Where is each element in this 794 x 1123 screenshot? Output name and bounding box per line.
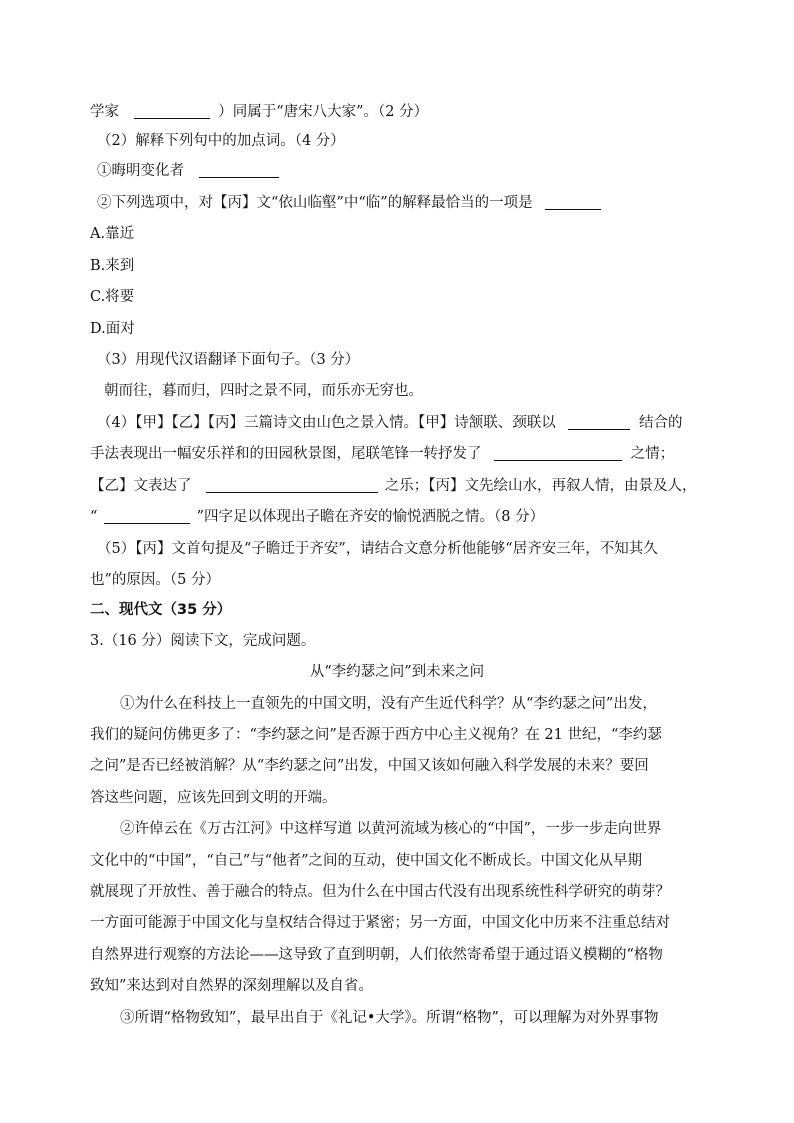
answer-blank[interactable] [206,476,378,493]
q2-sub3: （3）用现代汉语翻译下面句子。（3 分） [97,352,360,368]
answer-blank[interactable] [104,507,190,524]
q2-sub4-line1 [97,413,737,433]
q2-sub4-line2 [90,444,730,464]
p1-line: 答这些问题，应该先回到文明的开端。 [90,790,337,806]
q2-sub2-item1 [97,161,737,181]
text: ”四字足以体现出子瞻在齐安的愉悦洒脱之情。（8 分） [196,509,545,525]
q2-line-xuejia [90,102,730,122]
answer-blank[interactable] [134,102,210,119]
section-heading: 二、现代文（35 分） [90,602,232,618]
text: 之情； [630,446,675,462]
text: 之乐；【丙】文先绘山水，再叙人情，由景及人， [384,478,697,494]
q2-sub4-line4 [90,507,730,527]
article-title: 从“李约瑟之问”到未来之问 [309,664,485,680]
p2-line: ②许倬云在《万古江河》中这样写道 以黄河流域为核心的“中国”，一步一步走向世界 [120,821,662,837]
option-b[interactable]: B.来到 [90,258,135,274]
q2-sub4-line3 [90,476,730,496]
option-d[interactable]: D.面对 [90,321,135,337]
text: ①晦明变化者 [97,163,184,179]
p2-line: 自然界进行观察的方法论——这导致了直到明朝，人们依然寄希望于通过语义模糊的“格物 [90,947,663,963]
p1-line: ①为什么在科技上一直领先的中国文明，没有产生近代科学？从“李约瑟之问”出发， [120,696,657,712]
text: ）同属于“唐宋八大家”。（2 分） [218,104,429,120]
q2-sub5-line2: 也”的原因。（5 分） [90,572,220,588]
text: ②下列选项中，对【丙】文“依山临壑”中“临”的解释最恰当的一项是 [97,195,533,211]
text: 手法表现出一幅安乐祥和的田园秋景图，尾联笔锋一转抒发了 [90,446,482,462]
q2-sub3-sentence: 朝而往，暮而归，四时之景不同，而乐亦无穷也。 [104,383,423,399]
option-a[interactable]: A.靠近 [90,226,135,242]
p1-line: 我们的疑问仿佛更多了：“李约瑟之问”是否源于西方中心主义视角？在 21 世纪，“李约瑟 [90,727,662,743]
p1-line: 之问”是否已经被消解？从“李约瑟之问”出发，中国又该如何融入科学发展的未来？要回 [90,758,649,774]
text: （4）【甲】【乙】【丙】三篇诗文由山色之景入情。【甲】诗颔联、颈联以 [97,415,556,431]
p2-line: 文化中的“中国”，“自己”与“他者”之间的互动，使中国文化不断成长。中国文化从早期 [90,853,642,869]
q2-sub2: （2）解释下列句中的加点词。（4 分） [97,133,345,149]
answer-blank[interactable] [545,193,601,210]
p2-line: 致知”来达到对自然界的深刻理解以及自省。 [90,978,373,994]
text: 【乙】文表达了 [90,478,192,494]
q3-instruction: 3.（16 分）阅读下文，完成问题。 [90,633,316,649]
text: 学家 [90,104,119,120]
answer-blank[interactable] [568,413,630,430]
answer-blank[interactable] [199,161,279,178]
p2-line: 就展现了开放性、善于融合的特点。但为什么在中国古代没有出现系统性科学研究的萌芽？ [90,884,670,900]
answer-blank[interactable] [494,444,622,461]
q2-sub5-line1: （5）【丙】文首句提及“子瞻迁于齐安”，请结合文意分析他能够“居齐安三年，不知其久 [97,541,658,557]
option-c[interactable]: C.将要 [90,289,135,305]
p3-line: ③所谓“格物致知”，最早出自于《礼记•大学》。所谓“格物”，可以理解为对外界事物 [120,1010,659,1026]
p2-line: 一方面可能源于中国文化与皇权结合得过于紧密；另一方面，中国文化中历来不注重总结对 [90,915,670,931]
text: “ [90,509,98,525]
q2-sub2-item2 [97,193,737,213]
text: 结合的 [638,415,683,431]
